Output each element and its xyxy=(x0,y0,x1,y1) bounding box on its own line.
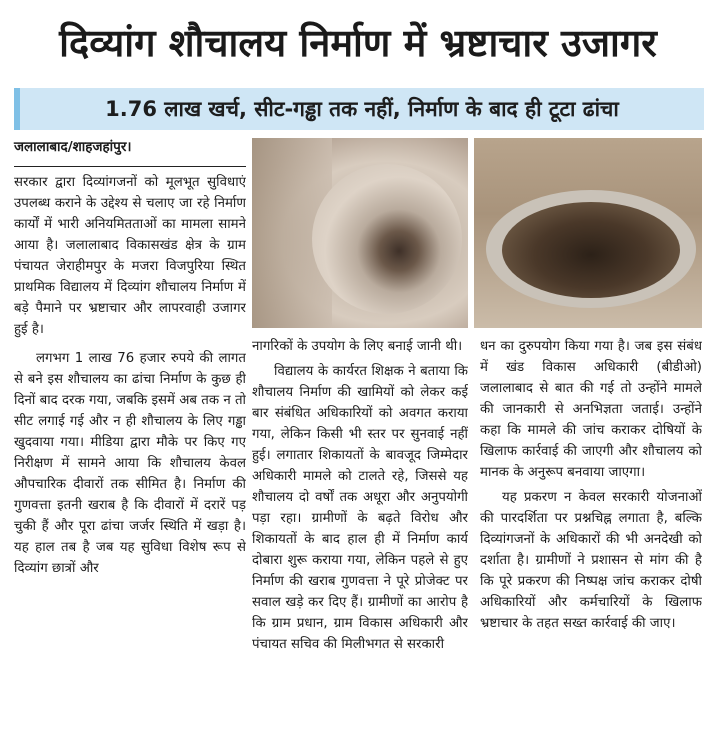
column3-paragraph-2: यह प्रकरण न केवल सरकारी योजनाओं की पारदर्शिता पर प्रश्नचिह्न लगाता है, बल्कि दिव्यांगजनों के अधिकारों की भी अनदेखी को दर्शाता है। ग्रामीणों ने प्रशासन से मांग की है कि पूरे प्रकरण की निष्पक्ष जांच कराकर दोषी अधिकारियों और कर्मचारियों के खिलाफ भ्रष्टाचार के तहत सख्त कार्रवाई की जाए। xyxy=(480,490,702,631)
photo-pit-hole xyxy=(502,202,680,298)
column1-paragraph-2: लगभग 1 लाख 76 हजार रुपये की लागत से बने इस शौचालय का ढांचा निर्माण के कुछ ही दिनों बाद दरक गया, जबकि इसमें अब तक न तो सीट लगाई गई और न ही शौचालय के लिए गड्ढा खुदवाया गया। मीडिया द्वारा मौके पर किए गए निरीक्षण में सामने आया कि शौचालय केवल औपचारिक दीवारों तक सीमित है। निर्माण की गुणवत्ता इतनी खराब है कि दीवारों में दरारें पड़ चुकी हैं और पूरा ढांचा जर्जर स्थिति में खड़ा है। यह हाल तब है जब यह सुविधा विशेष रूप से दिव्यांग छात्रों और xyxy=(14,351,246,576)
column3-paragraph-1: धन का दुरुपयोग किया गया है। जब इस संबंध में खंड विकास अधिकारी (बीडीओ) जलालाबाद से बात की गई तो उन्होंने मामले की जानकारी से अनभिज्ञता जताई। उन्होंने कहा कि मामले की जांच कराकर दोषियों के खिलाफ कार्रवाई की जाएगी और शौचालय को मानक के अनुरूप बनवाया जाएगा। xyxy=(480,339,702,480)
article-column-3 xyxy=(480,336,702,738)
column1-paragraph-1: सरकार द्वारा दिव्यांगजनों को मूलभूत सुविधाएं उपलब्ध कराने के उद्देश्य से चलाए जा रहे निर्माण कार्यों में भारी अनियमितताओं का मामला सामने आया है। जलालाबाद विकासखंड क्षेत्र के ग्राम पंचायत जेराहीमपुर के मजरा विजपुरिया स्थित प्राथमिक विद्यालय में दिव्यांग शौचालय निर्माण में बड़े पैमाने पर भ्रष्टाचार और लापरवाही उजागर हुई है। xyxy=(14,175,246,337)
headline: दिव्यांग शौचालय निर्माण में भ्रष्टाचार उजागर xyxy=(59,21,657,65)
dateline-divider xyxy=(14,166,246,167)
article-column-2 xyxy=(252,336,468,738)
column2-paragraph-2: विद्यालय के कार्यरत शिक्षक ने बताया कि शौचालय निर्माण की खामियों को लेकर कई बार संबंधित अधिकारियों को अवगत कराया गया, लेकिन किसी भी स्तर पर सुनवाई नहीं हुई। लगातार शिकायतों के बावजूद जिम्मेदार अधिकारी मामले को टालते रहे, जिससे यह शौचालय दो वर्षों तक अधूरा और अनुपयोगी पड़ा रहा। ग्रामीणों के बढ़ते विरोध और शिकायतों के बाद हाल ही में निर्माण कार्य दोबारा शुरू कराया गया, लेकिन पहले से हुए निर्माण की खराब गुणवत्ता ने पूरे प्रोजेक्ट पर सवाल खड़े कर दिए हैं। ग्रामीणों का आरोप है कि ग्राम प्रधान, ग्राम विकास अधिकारी और पंचायत सचिव की मिलीभगत से सरकारी xyxy=(252,364,468,652)
column2-paragraph-1: नागरिकों के उपयोग के लिए बनाई जानी थी। xyxy=(252,339,463,354)
subheadline: 1.76 लाख खर्च, सीट-गड्ढा तक नहीं, निर्माण के बाद ही टूटा ढांचा xyxy=(14,88,704,130)
photo-open-pit xyxy=(474,138,702,328)
article-column-1 xyxy=(14,172,246,738)
dateline: जलालाबाद/शाहजहांपुर। xyxy=(14,139,132,155)
photo-toilet-bowl xyxy=(312,164,462,314)
photo-broken-toilet-seat xyxy=(252,138,468,328)
